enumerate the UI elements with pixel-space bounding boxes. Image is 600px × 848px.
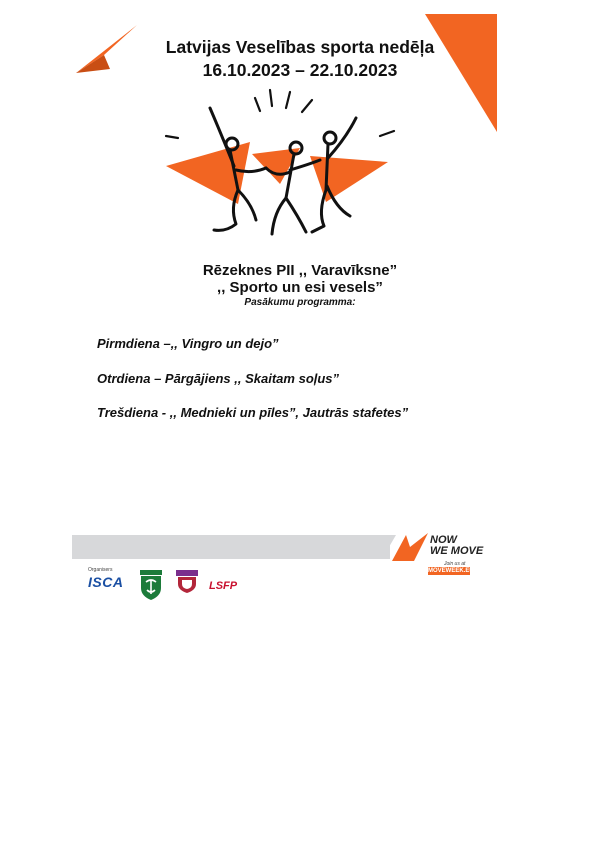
program-item-monday: Pirmdiena –,, Vingro un dejo” (97, 336, 279, 351)
isca-logo: ISCA (88, 574, 124, 590)
join-us-text: Join us at (444, 561, 466, 567)
event-dates: 16.10.2023 – 22.10.2023 (202, 60, 398, 80)
lsfp-logo: LSFP (209, 580, 238, 592)
we-move-text: WE MOVE (430, 545, 484, 557)
organisers-label: Organisers (88, 567, 113, 573)
crest-logo (176, 570, 198, 594)
moveweek-link[interactable]: MOVEWEEK.EU (428, 568, 474, 574)
green-shield-logo (140, 570, 162, 600)
program-item-wednesday: Trešdiena - ,, Mednieki un pīles”, Jautrās stafetes” (97, 405, 409, 420)
program-label: Pasākumu programma: (244, 297, 356, 308)
venue-name: Rēzeknes PII ,, Varavīksne” (202, 262, 398, 279)
dancing-figures-illustration (160, 86, 410, 246)
now-text: NOW (430, 534, 457, 546)
program-item-tuesday: Otrdiena – Pārgājiens ,, Skaitam soļus” (97, 371, 340, 386)
event-title: Latvijas Veselības sporta nedēļa (165, 37, 435, 57)
now-we-move-icon (392, 533, 428, 561)
footer-grey-banner (72, 535, 390, 559)
now-we-move-text (430, 535, 483, 557)
event-name: ,, Sporto un esi vesels” (217, 279, 383, 296)
